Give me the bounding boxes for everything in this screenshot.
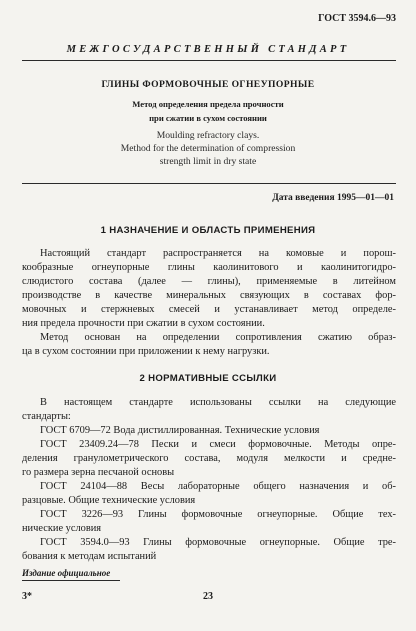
official-edition-label: Издание официальное [22, 568, 111, 578]
paragraph-line: деления гранулометрического состава, модуля мелкости и средне- [22, 453, 396, 464]
english-title-line-1: Moulding refractory clays. [156, 130, 260, 141]
paragraph-line: В настоящем стандарте использованы ссылки на следующие [40, 397, 396, 408]
english-title-line-2: Method for the determination of compression [120, 143, 296, 154]
paragraph-line: нические условия [22, 523, 102, 534]
paragraph-line: Метод основан на определении сопротивления сжатию образ- [40, 332, 396, 343]
section-1-heading: 1 НАЗНАЧЕНИЕ И ОБЛАСТЬ ПРИМЕНЕНИЯ [100, 225, 316, 236]
sheet-mark: 3* [22, 591, 32, 602]
interstate-standard-heading: МЕЖГОСУДАРСТВЕННЫЙ СТАНДАРТ [66, 44, 350, 55]
paragraph-line: стандарты: [22, 411, 71, 422]
paragraph-line: производстве в качестве минеральных связующих в составах фор- [22, 290, 396, 301]
footer-divider [22, 580, 120, 581]
paragraph-line: разцовые. Общие технические условия [22, 495, 196, 506]
paragraph-line: ния предела прочности при сжатии в сухом состоянии. [22, 318, 265, 329]
document-title: ГЛИНЫ ФОРМОВОЧНЫЕ ОГНЕУПОРНЫЕ [101, 79, 315, 90]
paragraph-line: слюдистого состава (далее — глины), применяемые в литейном [22, 276, 396, 287]
paragraph-line: Настоящий стандарт распространяется на комовые и порош- [40, 248, 396, 259]
reference-item: ГОСТ 3594.0—93 Глины формовочные огнеупорные. Общие тре- [40, 537, 396, 548]
reference-item: ГОСТ 24104—88 Весы лабораторные общего назначения и об- [40, 481, 396, 492]
paragraph-line: мовочных и стержневых смесей и устанавливает метод определе- [22, 304, 396, 315]
document-subtitle-line-2: при сжатии в сухом состоянии [149, 113, 267, 123]
paragraph-line: бования к методам испытаний [22, 551, 157, 562]
title-divider [22, 183, 396, 184]
reference-item: ГОСТ 23409.24—78 Пески и смеси формовочные. Методы опре- [40, 439, 396, 450]
document-number: ГОСТ 3594.6—93 [318, 13, 396, 24]
page-number: 23 [203, 591, 213, 602]
paragraph-line: кообразные огнеупорные глины каолинитового и каолинитогидро- [22, 262, 396, 273]
paragraph-line: го размера зерна песчаной основы [22, 467, 175, 478]
reference-item: ГОСТ 3226—93 Глины формовочные огнеупорные. Общие тех- [40, 509, 396, 520]
paragraph-line: ца в сухом состоянии при приложении к нему нагрузки. [22, 346, 270, 357]
top-divider [22, 60, 396, 61]
document-subtitle-line-1: Метод определения предела прочности [132, 99, 284, 109]
effective-date: Дата введения 1995—01—01 [272, 193, 394, 203]
reference-item: ГОСТ 6709—72 Вода дистиллированная. Технические условия [40, 425, 320, 436]
section-2-heading: 2 НОРМАТИВНЫЕ ССЫЛКИ [139, 373, 277, 384]
english-title-line-3: strength limit in dry state [159, 156, 257, 167]
